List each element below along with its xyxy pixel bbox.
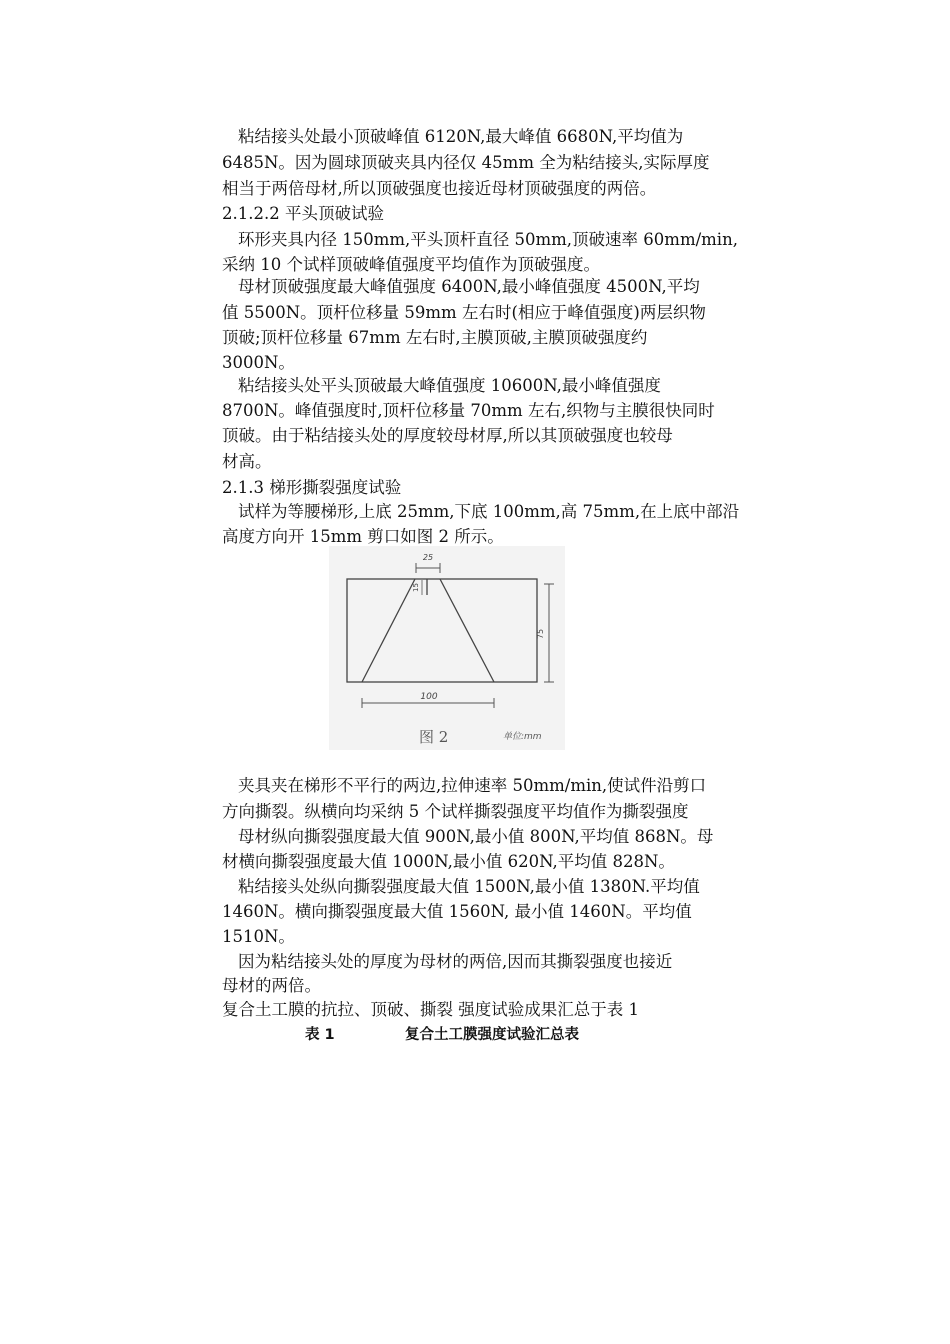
paragraph-line: 值 5500N。顶杆位移量 59mm 左右时(相应于峰值强度)两层织物 [222,303,706,322]
table-label: 表 1 [305,1027,335,1043]
figure-caption: 图 2 [419,728,449,746]
paragraph-line: 粘结接头处最小顶破峰值 6120N,最大峰值 6680N,平均值为 [238,127,684,146]
paragraph-line: 顶破。由于粘结接头处的厚度较母材厚,所以其顶破强度也较母 [222,426,673,445]
paragraph-line: 8700N。峰值强度时,顶杆位移量 70mm 左右,织物与主膜很快同时 [222,401,715,420]
paragraph-line: 相当于两倍母材,所以顶破强度也接近母材顶破强度的两倍。 [222,179,657,198]
dim-slit-label: 15 [412,583,420,592]
paragraph-line: 复合土工膜的抗拉、顶破、撕裂 强度试验成果汇总于表 1 [222,1000,639,1019]
paragraph-line: 母材纵向撕裂强度最大值 900N,最小值 800N,平均值 868N。母 [238,827,714,846]
paragraph-line: 方向撕裂。纵横向均采纳 5 个试样撕裂强度平均值作为撕裂强度 [222,802,689,821]
paragraph-line: 6485N。因为圆球顶破夹具内径仅 45mm 全为粘结接头,实际厚度 [222,153,710,172]
paragraph-line: 高度方向开 15mm 剪口如图 2 所示。 [222,527,504,546]
table-title: 复合土工膜强度试验汇总表 [405,1027,579,1043]
paragraph-line: 1510N。 [222,927,295,946]
paragraph-line: 因为粘结接头处的厚度为母材的两倍,因而其撕裂强度也接近 [238,952,673,971]
paragraph-line: 环形夹具内径 150mm,平头顶杆直径 50mm,顶破速率 60mm/min, [238,230,738,249]
trapezoid-right-edge [440,579,494,682]
section-heading: 2.1.3 梯形撕裂强度试验 [222,478,402,497]
paragraph-line: 材横向撕裂强度最大值 1000N,最小值 620N,平均值 828N。 [222,852,675,871]
paragraph-line: 材高。 [222,452,272,471]
dim-top-label: 25 [422,553,434,562]
paragraph-line: 3000N。 [222,353,295,372]
trapezoid-left-edge [362,579,415,682]
figure-2-trapezoid-specimen [329,546,565,750]
paragraph-line: 粘结接头处平头顶破最大峰值强度 10600N,最小峰值强度 [238,376,661,395]
paragraph-line: 夹具夹在梯形不平行的两边,拉伸速率 50mm/min,使试件沿剪口 [238,776,707,795]
section-heading: 2.1.2.2 平头顶破试验 [222,204,384,223]
paragraph-line: 采纳 10 个试样顶破峰值强度平均值作为顶破强度。 [222,255,600,274]
paragraph-line: 粘结接头处纵向撕裂强度最大值 1500N,最小值 1380N.平均值 [238,877,700,896]
dim-height-label: 75 [536,628,545,640]
dim-bottom-label: 100 [420,692,438,702]
figure-unit: 单位:mm [503,732,542,742]
paragraph-line: 试样为等腰梯形,上底 25mm,下底 100mm,高 75mm,在上底中部沿 [238,502,740,521]
specimen-outline [347,579,537,682]
paragraph-line: 母材的两倍。 [222,976,321,995]
paragraph-line: 母材顶破强度最大峰值强度 6400N,最小峰值强度 4500N,平均 [238,277,700,296]
paragraph-line: 顶破;顶杆位移量 67mm 左右时,主膜顶破,主膜顶破强度约 [222,328,648,347]
paragraph-line: 1460N。横向撕裂强度最大值 1560N, 最小值 1460N。平均值 [222,902,692,921]
